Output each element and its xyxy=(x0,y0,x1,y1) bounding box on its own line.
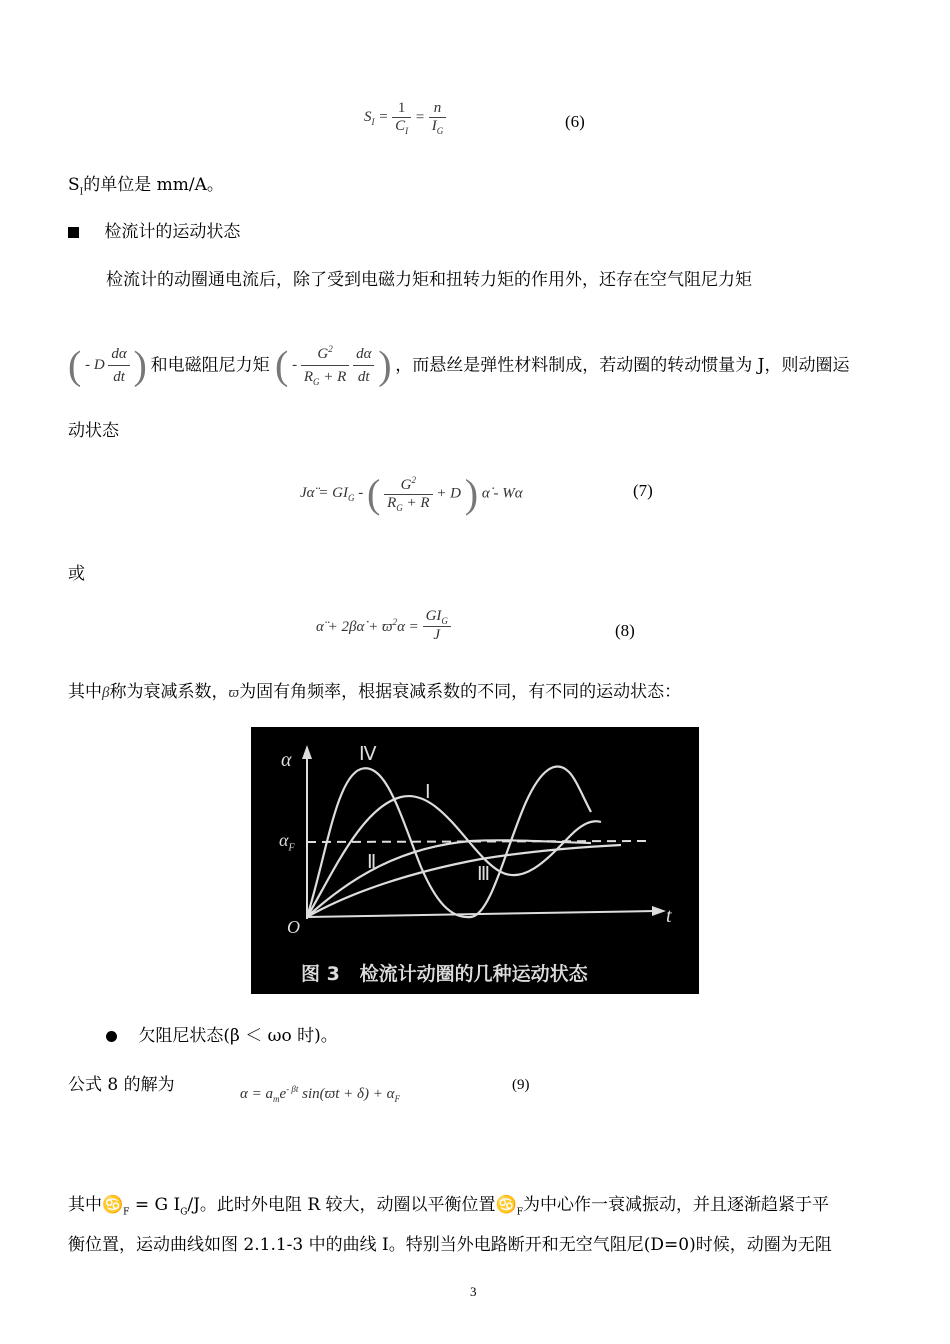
equation-8: α̈ + 2βα̇ + $ϖ^2\alpha$ = $\frac{GI_G}{J}$ xyxy=(316,608,451,656)
curve-i xyxy=(307,796,601,917)
page-number: 3 xyxy=(470,1284,477,1299)
paragraph-1-line-1: 检流计的动圈通电流后，除了受到电磁力矩和扭转力矩的作用外，还存在空气阻尼力矩 xyxy=(106,270,752,290)
equation-6: $S_I$ = $\frac{1}{C_I}$ = $\frac{n}{I_G}$ xyxy=(364,100,446,146)
equation-7-label: (7) xyxy=(633,481,653,500)
equation-9: $\alpha = a_me^{- \beta t}$ $\sin(ϖt + \delta) + \alpha_F$ xyxy=(240,1084,400,1104)
figure-caption: 图 3 检流计动圈的几种运动状态 xyxy=(301,963,588,985)
equation-6-label: (6) xyxy=(565,112,585,131)
paragraph-2: 其中β称为衰减系数，ϖ为固有角频率，根据衰减系数的不同，有不同的运动状态： xyxy=(68,682,682,702)
curve-label-iv: Ⅳ xyxy=(359,744,377,765)
paragraph-1-line-2: ( - D $\frac{d\alpha}{dt}$ ) 和电磁阻尼力矩 ( - $\frac{G^2}{R_G + R}$ $\frac{d\alpha}{dt}$ ) ，而悬丝是弹性材料制成，若动圈的转动惯量为 J，则动圈运 xyxy=(68,338,850,388)
equation-7: Jα̈ = $GI_G$ - ( $\frac{G^2}{R_G + R}$ + D ) α̇ - Wα xyxy=(300,471,523,516)
or-text: 或 xyxy=(68,564,85,584)
paragraph-3-line-2: 衡位置，运动曲线如图 2.1.1-3 中的曲线 I。特别当外电路断开和无空气阻尼(D=0)时候，动圈为无阻 xyxy=(68,1235,832,1255)
curve-label-i: Ⅰ xyxy=(425,782,431,803)
equation-9-prefix: 公式 8 的解为 xyxy=(68,1075,175,1095)
y-axis-arrow-icon xyxy=(302,745,312,759)
paragraph-1-line-3: 动状态 xyxy=(68,421,119,441)
unit-line: $S_I$的单位是 mm/A。 xyxy=(68,175,224,198)
equation-9-label: (9) xyxy=(512,1077,530,1093)
figure-motion-states xyxy=(251,727,699,994)
figure-plot xyxy=(251,727,699,994)
round-bullet-icon xyxy=(106,1031,117,1042)
x-axis-label: t xyxy=(666,905,672,927)
x-axis xyxy=(307,911,656,917)
x-axis-arrow-icon xyxy=(652,906,666,916)
alpha-f-label: $\alpha_F$ xyxy=(279,830,295,854)
equation-8-label: (8) xyxy=(615,621,635,640)
curve-label-ii: Ⅱ xyxy=(367,852,377,873)
square-bullet-icon xyxy=(68,227,79,238)
origin-label: O xyxy=(287,917,300,937)
section-heading: 检流计的运动状态 xyxy=(68,221,240,243)
curve-label-iii: Ⅲ xyxy=(477,864,491,885)
bullet-underdamped: 欠阻尼状态(β ＜ ωo 时)。 xyxy=(106,1025,338,1047)
y-axis-label: α xyxy=(281,749,292,771)
paragraph-3-line-1: 其中$♋_F = G$ $I_G/J$。此时外电阻 R 较大，动圈以平衡位置$♋_F$为中心作一衰减振动，并且逐渐趋紧于平 xyxy=(68,1195,829,1218)
curve-ii xyxy=(307,840,591,917)
